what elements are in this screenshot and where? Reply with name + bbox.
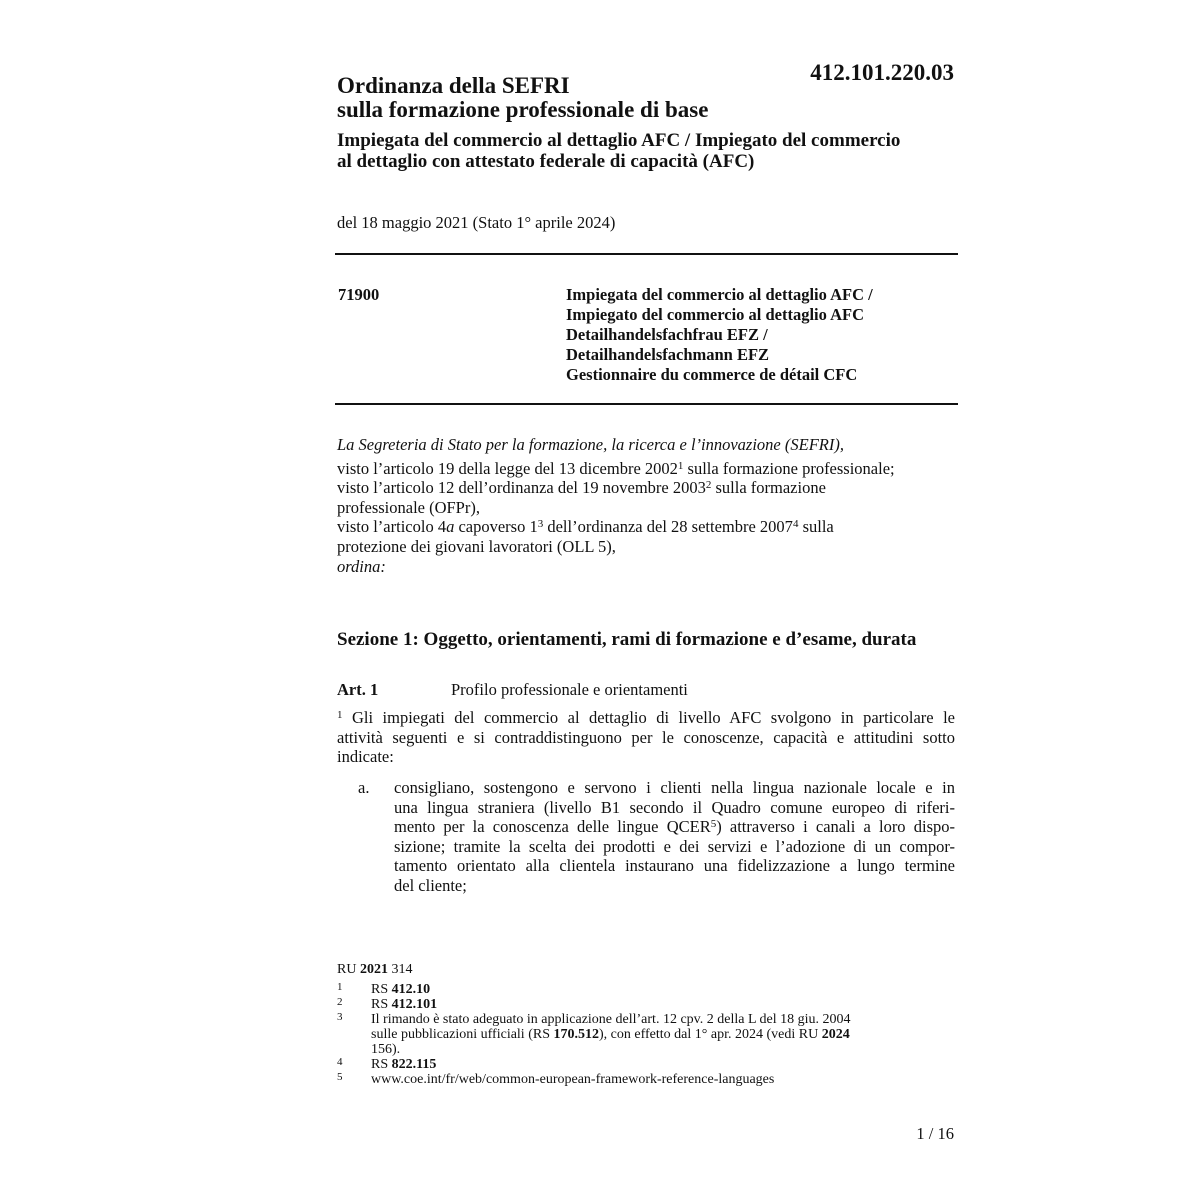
- footnote-ref[interactable]: 4: [792, 518, 799, 531]
- ru-reference: RU 2021 314: [337, 962, 413, 977]
- preamble-ordina: ordina:: [337, 556, 386, 576]
- footnote-ref[interactable]: 1: [677, 459, 684, 472]
- footnote: 4 RS 822.115: [337, 1056, 437, 1072]
- document-title: [337, 74, 708, 122]
- preamble-line: visto l’articolo 12 dell’ordinanza del 19 novembre 2003$^2$ sulla formazione: [337, 478, 826, 498]
- paragraph-number: 1: [337, 709, 343, 721]
- footnote: [337, 1072, 957, 1087]
- footnote-number: 1: [337, 981, 343, 993]
- title-line-2: sulla formazione professionale di base: [337, 97, 709, 122]
- article-paragraph: $^1$ Gli impiegati del commercio al dettaglio di livello AFC svolgono in particolare le attività seguenti e si contraddistinguono per le conoscenze, capacità e attitudini sotto indicate:: [337, 708, 955, 767]
- profession-names: [566, 285, 873, 385]
- preamble-line: visto l’articolo 19 della legge del 13 dicembre 2002$^1$ sulla formazione professionale;: [337, 458, 895, 478]
- preamble: [337, 435, 957, 576]
- footnote-link[interactable]: www.coe.int/fr/web/common-european-framework-reference-languages: [371, 1072, 775, 1087]
- footnote-number: 2: [337, 996, 343, 1008]
- page-number: 1 / 16: [916, 1124, 954, 1143]
- preamble-authority: La Segreteria di Stato per la formazione, la ricerca e l’innovazione (SEFRI),: [337, 435, 844, 454]
- document-subtitle: [337, 130, 957, 172]
- footnote: 1 RS 412.10: [337, 981, 431, 997]
- footnote-number: 5: [337, 1071, 343, 1083]
- profession-name: Impiegato del commercio al dettaglio AFC: [566, 305, 865, 324]
- footnote: 2 RS 412.101: [337, 996, 438, 1012]
- preamble-line: visto l’articolo 4a capoverso $1^3$ dell’ordinanza del 28 settembre 2007$^4$ sulla: [337, 517, 834, 537]
- profession-name: Gestionnaire du commerce de détail CFC: [566, 365, 858, 384]
- list-item: consigliano, sostengono e servono i clienti nella lingua nazionale locale e in una lingua straniera (livello B1 secondo il Quadro comune europeo di riferi- mento per la conoscenza delle lingue QCER$^5$) attraverso i canali a loro dispo- sizione; tramite la scelta dei prodotti e dei servizi e l’adozione di un compor- tamento orientato alla clientela instaurano una fidelizzazione a lungo termine del cliente;: [394, 778, 955, 895]
- profession-name: Detailhandelsfachfrau EFZ /: [566, 325, 768, 344]
- footnote: 3 Il rimando è stato adeguato in applicazione dell’art. 12 cpv. 2 della L del 18 giu. 2004 sulle pubblicazioni ufficiali (RS 170.512), con effetto dal 1° apr. 2024 (vedi RU 2024 156).: [337, 1011, 851, 1057]
- list-item-letter: a.: [358, 778, 370, 797]
- footnote-ref[interactable]: 2: [705, 479, 712, 492]
- footnotes: [337, 982, 957, 1087]
- preamble-line: protezione dei giovani lavoratori (OLL 5),: [337, 536, 616, 556]
- sr-number: 412.101.220.03: [810, 60, 954, 85]
- title-line-1: Ordinanza della SEFRI: [337, 73, 570, 98]
- profession-name: Impiegata del commercio al dettaglio AFC /: [566, 285, 873, 304]
- article-title: Profilo professionale e orientamenti: [451, 680, 688, 699]
- footnote-number: 3: [337, 1011, 343, 1023]
- footnote-number: 4: [337, 1056, 343, 1068]
- document-date: del 18 maggio 2021 (Stato 1° aprile 2024): [337, 213, 616, 232]
- section-heading: Sezione 1: Oggetto, orientamenti, rami di formazione e d’esame, durata: [337, 629, 917, 650]
- footnote-ref[interactable]: 3: [537, 518, 544, 531]
- article-label: Art. 1: [337, 680, 379, 699]
- subtitle-line-1: Impiegata del commercio al dettaglio AFC / Impiegato del commercio: [337, 130, 901, 151]
- horizontal-rule-top: [335, 253, 958, 255]
- footnote-ref[interactable]: 5: [710, 818, 717, 831]
- preamble-line: professionale (OFPr),: [337, 497, 480, 517]
- subtitle-line-2: al dettaglio con attestato federale di capacità (AFC): [337, 151, 755, 172]
- horizontal-rule-bottom: [335, 403, 958, 405]
- profession-code: 71900: [338, 285, 380, 304]
- profession-name: Detailhandelsfachmann EFZ: [566, 345, 770, 364]
